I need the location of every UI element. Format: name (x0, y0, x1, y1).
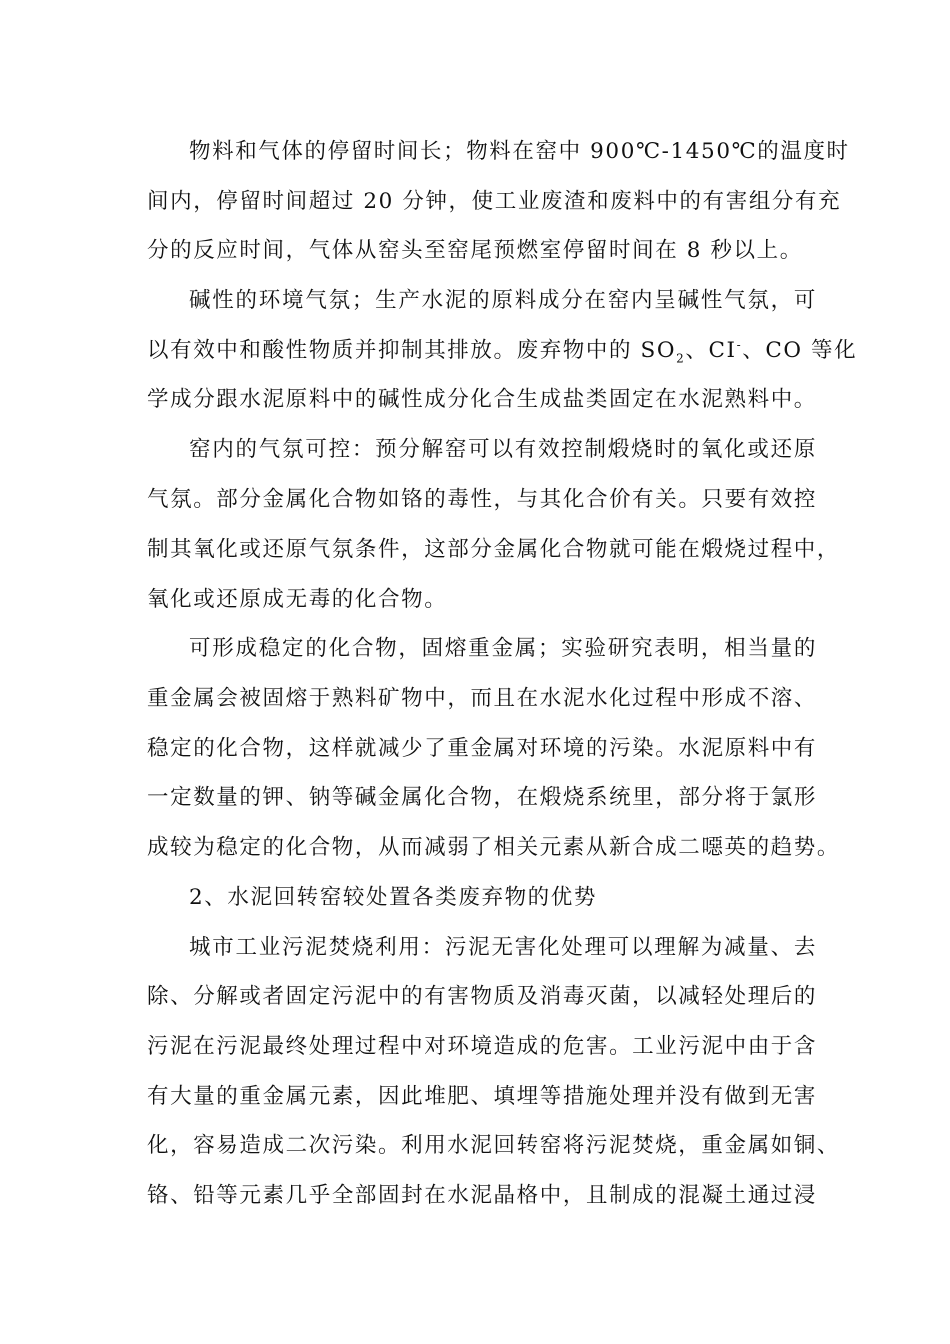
text-line: 气氛。部分金属化合物如铬的毒性，与其化合价有关。只要有效控 (147, 487, 817, 512)
text-line: 除、分解或者固定污泥中的有害物质及消毒灭菌，以减轻处理后的 (147, 984, 817, 1009)
text-line: 间内，停留时间超过 20 分钟，使工业废渣和废料中的有害组分有充 (147, 189, 842, 214)
section-heading: 2、水泥回转窑较处置各类废弃物的优势 (189, 885, 597, 910)
text-run: 、CO 等化 (742, 338, 858, 363)
text-line: 物料和气体的停留时间长；物料在窑中 900℃-1450℃的温度时 (189, 139, 850, 164)
text-line: 重金属会被固熔于熟料矿物中，而且在水泥水化过程中形成不溶、 (147, 686, 817, 711)
subscript: 2 (676, 351, 686, 366)
text-line: 窑内的气氛可控：预分解窑可以有效控制煅烧时的氧化或还原 (189, 437, 817, 462)
text-line: 分的反应时间，气体从窑头至窑尾预燃室停留时间在 8 秒以上。 (147, 238, 803, 263)
text-line (147, 331, 858, 371)
text-line: 成较为稳定的化合物，从而减弱了相关元素从新合成二噁英的趋势。 (147, 835, 841, 860)
text-line: 碱性的环境气氛；生产水泥的原料成分在窑内呈碱性气氛，可 (189, 288, 817, 313)
text-line: 学成分跟水泥原料中的碱性成分化合生成盐类固定在水泥熟料中。 (147, 387, 817, 412)
text-run: 以有效中和酸性物质并抑制其排放。废弃物中的 SO (147, 338, 677, 363)
text-line: 污泥在污泥最终处理过程中对环境造成的危害。工业污泥中由于含 (147, 1034, 817, 1059)
text-line: 可形成稳定的化合物，固熔重金属；实验研究表明，相当量的 (189, 636, 817, 661)
text-line: 氧化或还原成无毒的化合物。 (147, 587, 448, 612)
text-line: 城市工业污泥焚烧利用：污泥无害化处理可以理解为减量、去 (189, 935, 817, 960)
text-line: 铬、铅等元素几乎全部固封在水泥晶格中，且制成的混凝土通过浸 (147, 1183, 817, 1208)
text-line: 化，容易造成二次污染。利用水泥回转窑将污泥焚烧，重金属如铜、 (147, 1133, 841, 1158)
text-run: 、CI (685, 338, 737, 363)
superscript: - (736, 337, 743, 352)
text-line: 一定数量的钾、钠等碱金属化合物，在煅烧系统里，部分将于氯形 (147, 785, 817, 810)
text-line: 制其氧化或还原气氛条件，这部分金属化合物就可能在煅烧过程中， (147, 537, 841, 562)
text-line: 有大量的重金属元素，因此堆肥、填埋等措施处理并没有做到无害 (147, 1084, 817, 1109)
text-line: 稳定的化合物，这样就减少了重金属对环境的污染。水泥原料中有 (147, 736, 817, 761)
